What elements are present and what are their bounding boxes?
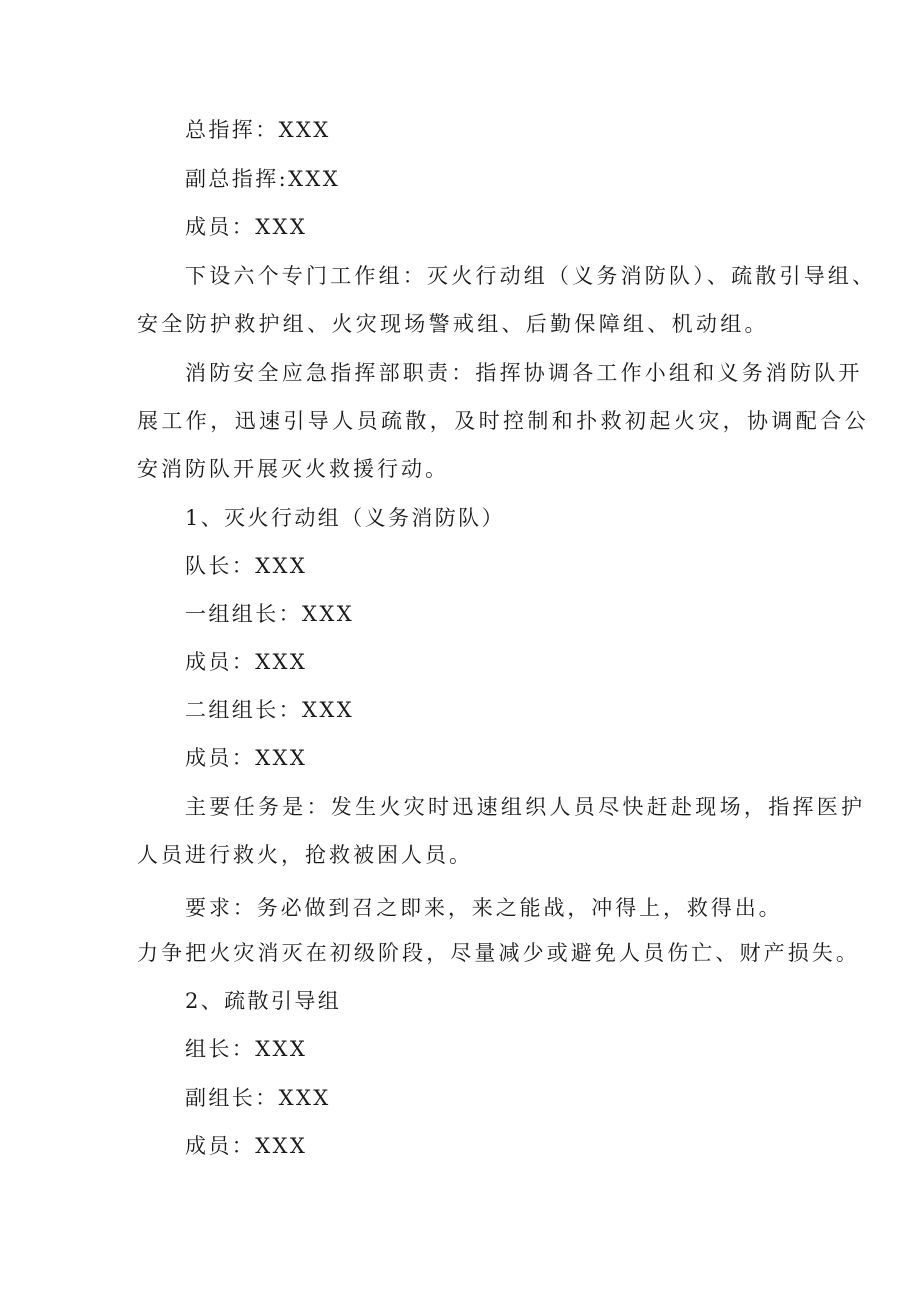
text-line: 一组组长：XXX <box>185 602 355 626</box>
text-line: 成员：XXX <box>185 746 308 770</box>
text-line: 要求：务必做到召之即来，来之能战，冲得上，救得出。 <box>185 896 783 920</box>
text-line: 下设六个专门工作组：灭火行动组（义务消防队）、疏散引导组、 <box>185 264 877 288</box>
text-line: 成员：XXX <box>185 215 308 239</box>
text-line: 展工作，迅速引导人员疏散，及时控制和扑救初起火灾，协调配合公 <box>137 409 869 433</box>
text-line: 二组组长：XXX <box>185 698 355 722</box>
text-line: 人员进行救火，抢救被困人员。 <box>137 843 473 867</box>
section-heading: 1、灭火行动组（义务消防队） <box>185 506 505 530</box>
text-line: 副组长：XXX <box>185 1086 331 1110</box>
text-line: 成员：XXX <box>185 650 308 674</box>
text-line: 力争把火灾消灭在初级阶段，尽量减少或避免人员伤亡、财产损失。 <box>137 941 860 965</box>
text-line: 主要任务是：发生火灾时迅速组织人员尽快赶赴现场，指挥医护 <box>185 795 866 819</box>
text-line: 安全防护救护组、火灾现场警戒组、后勤保障组、机动组。 <box>137 312 769 336</box>
text-line: 安消防队开展灭火救援行动。 <box>137 457 449 481</box>
text-line: 消防安全应急指挥部职责：指挥协调各工作小组和义务消防队开 <box>185 361 863 385</box>
text-line: 副总指挥:XXX <box>185 167 341 191</box>
text-line: 队长：XXX <box>185 554 308 578</box>
text-line: 成员：XXX <box>185 1134 308 1158</box>
section-heading: 2、疏散引导组 <box>185 989 342 1013</box>
text-line: 组长：XXX <box>185 1037 308 1061</box>
text-line: 总指挥：XXX <box>185 118 331 142</box>
